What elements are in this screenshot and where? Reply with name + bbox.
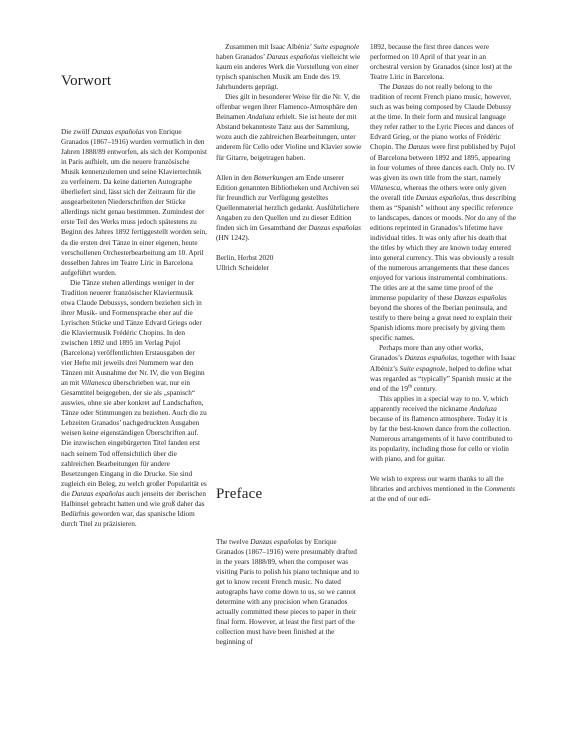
vorwort-paragraph-1: Die zwölf Danzas españolas von Enrique Granados (1867–1916) wurden vermutlich in den Jahren 1888/89 entworfen, als sich der Komponist in Paris aufhielt, um die neuere französische Musik kennenzulernen und seine Klaviertechnik zu verfeinern. Da keine datierten Autographe überliefert sind, lässt sich der Zeitraum für die ausgearbeiteten Niederschriften der Stücke allerdings nicht genau bestimmen. Zumindest der erste Teil des Werks muss jedoch spätestens zu Beginn des Jahres 1892 fertiggestellt worden sein, da die ersten drei Tänze in einer eigenen, heute verschollenen Orchesterbearbeitung am 10. April desselben Jahres im Teatre Líric in Barcelona aufgeführt wurden. (61, 128, 207, 277)
preface-paragraph-2: The Danzas do not really belong to the tradition of recent French piano music, however, such as was being composed by Claude Debussy at the time. In their form and musical language they refer rather to the Lyric Pieces and dances of Edvard Grieg, or the piano works of Frédéric Chopin. The Danzas were first published by Pujol of Barcelona between 1892 and 1895, appearing in four volumes of three dances each. Only no. IV was given its own title from the start, namely Villanesca, whereas the others were only given the overall title Danzas españolas, thus describing them as “Spanish” without any specific reference to landscapes, dances or moods. Nor do any of the editions reprinted in Granados’s lifetime have individual titles. It was only after his death that the titles by which they are known today entered into general currency. This was obviously a result of the numerous arrangements that these dances enjoyed for various instrumental combinations. The titles are at the same time proof of the immense popularity of these Danzas españolas beyond the shores of the Iberian peninsula, and testify to there being a great need to explain their Spanish idioms more precisely by giving them specific names. (370, 83, 517, 343)
vorwort-column-2 (216, 42, 362, 273)
vorwort-paragraph-2: Die Tänze stehen allerdings weniger in der Tradition neuerer französischer Klaviermusik etwa Claude Debussys, sondern beziehen sich in ihrer Musik- und Formensprache eher auf die Lyrischen Stücke und Tänze Edvard Griegs oder die Klaviermusik Frédéric Chopins. In den zwischen 1892 und 1895 im Verlag Pujol (Barcelona) veröffentlichten Erstausgaben der vier Hefte mit jeweils drei Nummern war den Tänzen mit Ausnahme der Nr. IV, die von Beginn an mit Villanesca überschrieben war, nur ein Gesamttitel beigegeben, der sie als „spanisch“ auswies, ohne sie aber konkret auf Landschaften, Tänze oder Stimmungen zu beziehen. Auch die zu Lebzeiten Granados’ nachgedruckten Ausgaben weisen keine eigenständigen Überschriften auf. Die inzwischen eingebürgerten Titel fanden erst nach seinem Tod offensichtlich über die zahlreichen Bearbeitungen für andere Besetzungen Eingang in die Drucke. Sie sind zugleich ein Beleg, zu welch großer Popularität es die Danzas españolas auch jenseits der iberischen Halbinsel gebracht hatten und wie groß daher das Bedürfnis geworden war, das spanische Idiom durch Titel zu präzisieren. (61, 278, 207, 528)
vorwort-heading: Vorwort (61, 73, 112, 89)
vorwort-paragraph-3: Zusammen mit Isaac Albéniz’ Suite espagnole haben Granados’ Danzas españolas vielleicht wie kaum ein anderes Werk die Vorstellung von einer typisch spanischen Musik am Ende des 19. Jahrhunderts geprägt. (216, 43, 361, 92)
preface-paragraph-1: The twelve Danzas españolas by Enrique Granados (1867–1916) were presumably drafted in the years 1888/89, when the composer was visiting Paris to polish his piano technique and to get to know recent French music. No dated autographs have come down to us, so we cannot determine with any precision when Granados actually committed these pieces to paper in their final form. However, at least the first part of the collection must have been finished at the beginning of (216, 538, 359, 647)
preface-paragraph-3: Perhaps more than any other works, Granados’s Danzas españolas, together with Isaac Albéniz’s Suite espagnole, helped to define what was regarded as “typically” Spanish music at the end of the 19th century. (370, 344, 516, 393)
vorwort-place-date: Berlin, Herbst 2020 (216, 253, 274, 262)
vorwort-acknowledgements: Allen in den Bemerkungen am Ende unserer Edition genannten Bibliotheken und Archiven sei für freundlich zur Verfügung gestelltes Quellenmaterial herzlich gedankt. Ausführlichere Angaben zu den Quellen und zu dieser Edition finden sich im Gesamtband der Danzas españolas (HN 1242). (216, 173, 361, 242)
vorwort-author: Ullrich Scheideler (216, 264, 269, 273)
preface-column-2 (370, 42, 516, 504)
vorwort-paragraph-4: Dies gilt in besonderer Weise für die Nr. V, die offenbar wegen ihrer Flamenco-Atmosphäre den Beinamen Andaluza erhielt. Sie ist heute der mit Abstand bekannteste Tanz aus der Sammlung, wozu auch die zahlreichen Bearbeitungen, unter anderem für Cello oder Violine und Klavier sowie für Gitarre, beigetragen haben. (216, 93, 362, 162)
preface-acknowledgements: We wish to express our warm thanks to all the libraries and archives mentioned in the Comments at the end of our edi- (370, 475, 515, 504)
preface-column-1 (216, 537, 362, 648)
preface-paragraph-1-cont: 1892, because the first three dances were performed on 10 April of that year in an orchestral version by Granados (since lost) at the Teatre Líric in Barcelona. (370, 43, 512, 82)
preface-paragraph-4: This applies in a special way to no. V, which apparently received the nickname Andaluza because of its flamenco atmosphere. Today it is by far the best-known dance from the collection. Numerous arrangements of it have contributed to its popularity, including those for cello or violin with piano, and for guitar. (370, 394, 513, 463)
vorwort-column-1 (61, 127, 207, 529)
preface-heading: Preface (216, 486, 263, 502)
